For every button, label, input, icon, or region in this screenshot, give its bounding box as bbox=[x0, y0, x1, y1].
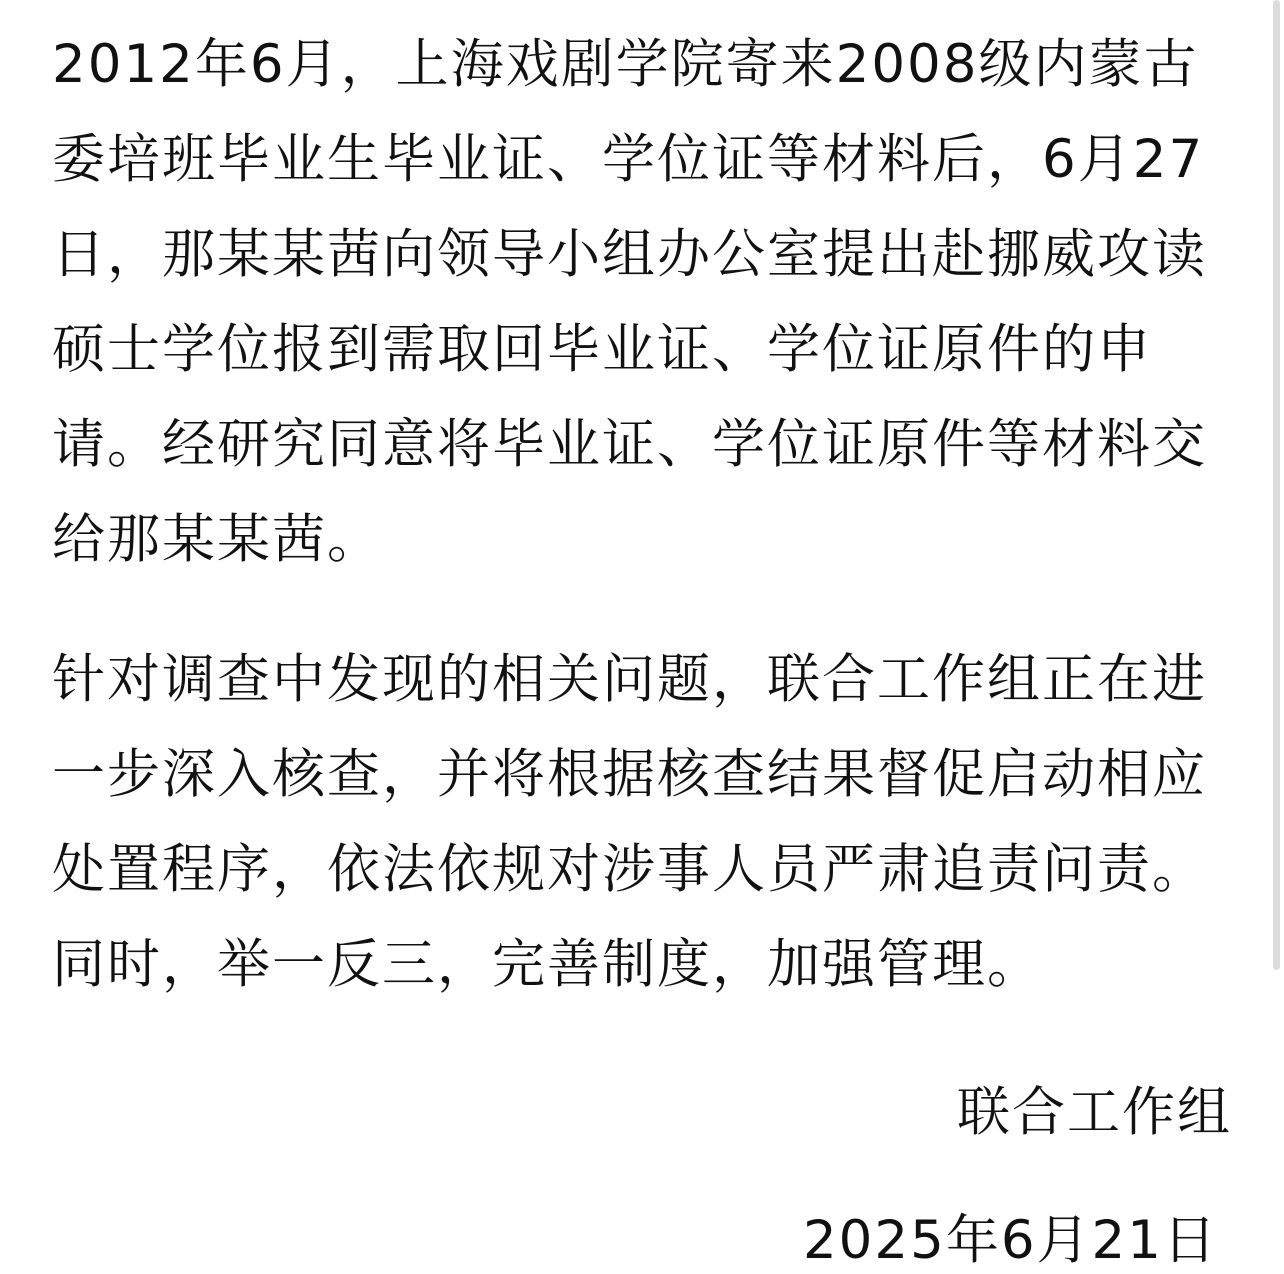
paragraph-line: 日，那某某茜向领导小组办公室提出赴挪威攻读 bbox=[52, 224, 1207, 285]
paragraph-line: 处置程序，依法依规对涉事人员严肃追责问责。 bbox=[52, 839, 1207, 900]
paragraph-line: 针对调查中发现的相关问题，联合工作组正在进 bbox=[52, 649, 1207, 710]
paragraph-line: 一步深入核查，并将根据核查结果督促启动相应 bbox=[52, 744, 1207, 805]
paragraph-2 bbox=[52, 632, 1232, 1012]
paragraph-line: 委培班毕业生毕业证、学位证等材料后，6月27 bbox=[52, 129, 1205, 190]
paragraph-1 bbox=[52, 17, 1232, 587]
paragraph-line: 同时，举一反三，完善制度，加强管理。 bbox=[52, 934, 1042, 995]
signature-date: 2025年6月21日 bbox=[802, 1210, 1218, 1271]
paragraph-line: 硕士学位报到需取回毕业证、学位证原件的申 bbox=[52, 319, 1152, 380]
paragraph-line: 给那某某茜。 bbox=[52, 509, 382, 570]
scrollbar[interactable] bbox=[1273, 0, 1280, 970]
paragraph-line: 2012年6月，上海戏剧学院寄来2008级内蒙古 bbox=[52, 34, 1199, 95]
signature-organization: 联合工作组 bbox=[957, 1082, 1232, 1143]
paragraph-line: 请。经研究同意将毕业证、学位证原件等材料交 bbox=[52, 414, 1207, 475]
